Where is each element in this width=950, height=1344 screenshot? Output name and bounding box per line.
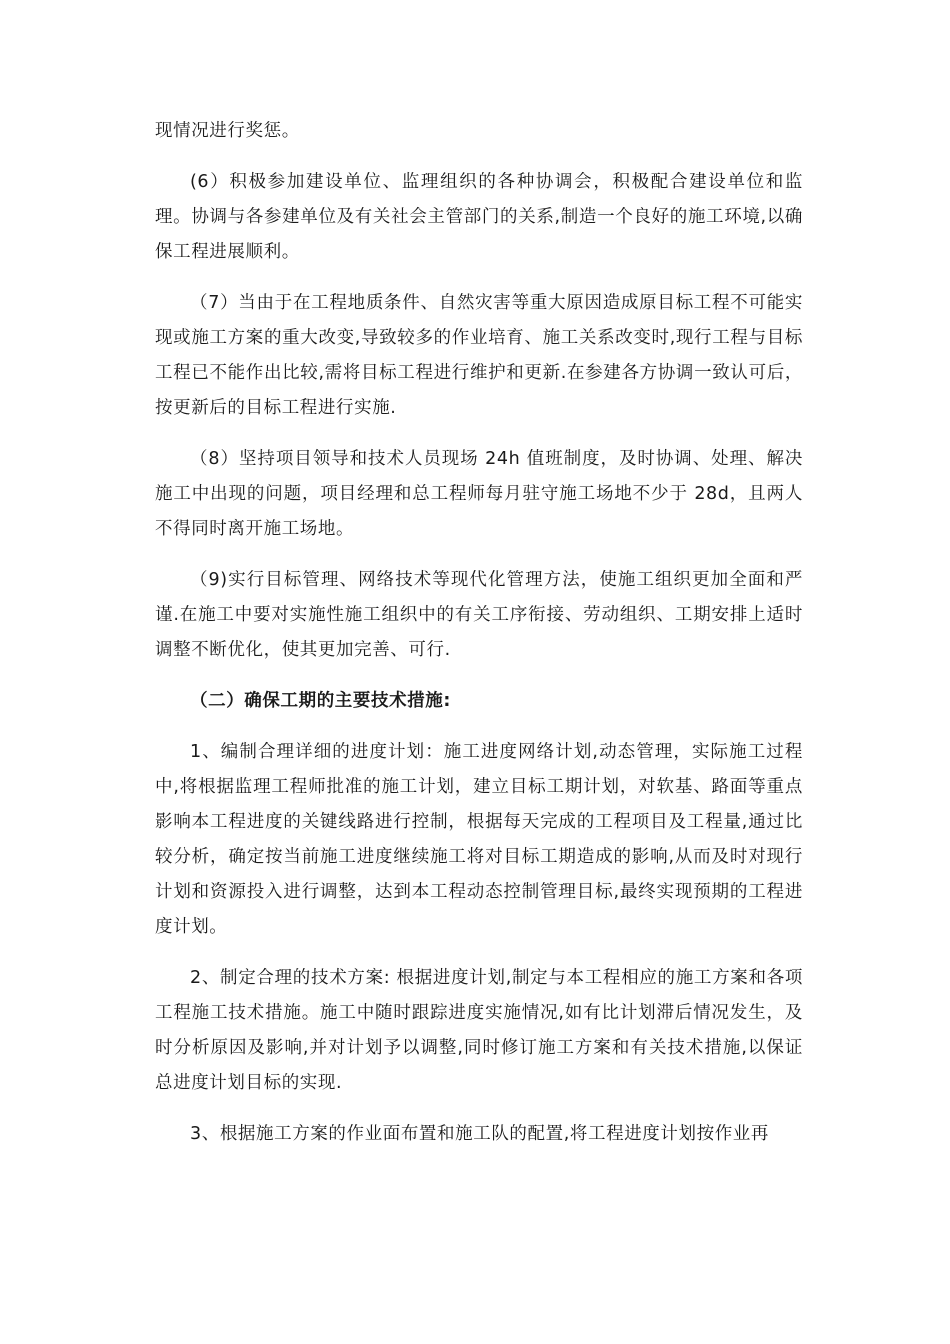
paragraph-measure-3: 3、根据施工方案的作业面布置和施工队的配置,将工程进度计划按作业再 xyxy=(190,1124,769,1144)
paragraph-item-7: （7）当由于在工程地质条件、自然灾害等重大原因造成原目标工程不可能实现或施工方案的重大改变,导致较多的作业培育、施工关系改变时,现行工程与目标工程已不能作出比较,需将目标工程进行维护和更新.在参建各方协调一致认可后，按更新后的目标工程进行实施. xyxy=(155,293,803,418)
section-heading: （二）确保工期的主要技术措施: xyxy=(190,691,451,711)
paragraph-item-6: (6）积极参加建设单位、监理组织的各种协调会，积极配合建设单位和监理。协调与各参建单位及有关社会主管部门的关系,制造一个良好的施工环境,以确保工程进展顺利。 xyxy=(155,172,803,262)
paragraph-continuation: 现情况进行奖惩。 xyxy=(155,121,300,141)
paragraph-item-9: （9)实行目标管理、网络技术等现代化管理方法，使施工组织更加全面和严谨.在施工中要对实施性施工组织中的有关工序衔接、劳动组织、工期安排上适时调整不断优化，使其更加完善、可行. xyxy=(155,570,803,660)
paragraph-measure-2: 2、制定合理的技术方案: 根据进度计划,制定与本工程相应的施工方案和各项工程施工技术措施。施工中随时跟踪进度实施情况,如有比计划滞后情况发生，及时分析原因及影响,并对计划予以调整,同时修订施工方案和有关技术措施,以保证总进度计划目标的实现. xyxy=(155,968,803,1093)
paragraph-item-8: （8）坚持项目领导和技术人员现场 24h 值班制度，及时协调、处理、解决施工中出现的问题，项目经理和总工程师每月驻守施工场地不少于 28d，且两人不得同时离开施工场地。 xyxy=(155,449,803,539)
document-body xyxy=(155,114,803,1168)
paragraph-measure-1: 1、编制合理详细的进度计划：施工进度网络计划,动态管理，实际施工过程中,将根据监理工程师批准的施工计划，建立目标工期计划，对软基、路面等重点影响本工程进度的关键线路进行控制，根据每天完成的工程项目及工程量,通过比较分析，确定按当前施工进度继续施工将对目标工期造成的影响,从而及时对现行计划和资源投入进行调整，达到本工程动态控制管理目标,最终实现预期的工程进度计划。 xyxy=(155,742,803,937)
